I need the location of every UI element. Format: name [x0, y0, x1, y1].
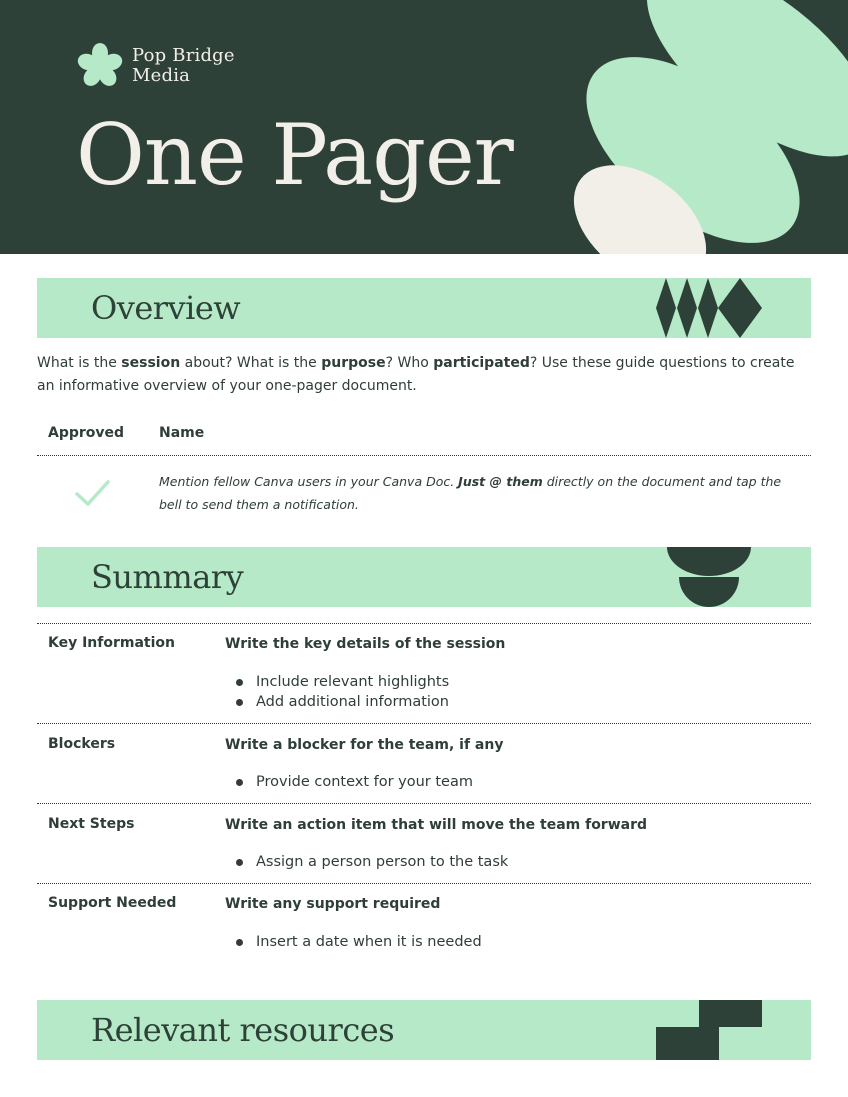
text-segment: ? Use these guide questions to create an informative overview of your one-pager document.	[37, 355, 795, 394]
text-segment: What is the	[37, 355, 122, 371]
approved-column-header: Approved	[48, 425, 125, 441]
list-item	[236, 772, 473, 792]
list-item-text: Assign a person person to the task	[256, 854, 509, 870]
summary-heading: Summary	[91, 558, 244, 596]
brand-logo	[76, 42, 235, 90]
divider	[37, 623, 811, 624]
list-item-text: Add additional information	[256, 694, 449, 710]
text-segment: Mention fellow Canva users in your Canva Doc.	[159, 474, 459, 489]
text-segment: directly on the document and tap the bell to send them a notification.	[159, 474, 782, 512]
divider	[37, 803, 811, 804]
bullet-icon	[236, 859, 243, 866]
bold-segment: participated	[433, 355, 530, 371]
row-label-blockers: Blockers	[48, 736, 116, 752]
row-title: Write the key details of the session	[225, 636, 506, 652]
bullet-icon	[236, 779, 243, 786]
brand-name-line2: Media	[132, 65, 191, 86]
row-label-key-information: Key Information	[48, 635, 175, 651]
list-item	[236, 672, 449, 692]
checkmark-icon	[74, 478, 110, 508]
bullet-icon	[236, 939, 243, 946]
list-item-text: Include relevant highlights	[256, 674, 450, 690]
name-column-header: Name	[159, 425, 205, 441]
bold-segment: session	[121, 355, 181, 371]
list-item-text: Provide context for your team	[256, 774, 473, 790]
header-banner	[0, 0, 848, 254]
bullet-icon	[236, 679, 243, 686]
brand-name	[132, 46, 235, 86]
row-title: Write any support required	[225, 896, 441, 912]
row-title: Write a blocker for the team, if any	[225, 737, 504, 753]
row-title: Write an action item that will move the team forward	[225, 817, 648, 833]
bold-segment: purpose	[321, 355, 386, 371]
steps-decoration-icon	[656, 1000, 766, 1060]
page-title: One Pager	[76, 106, 513, 204]
brand-name-line1: Pop Bridge	[132, 45, 235, 66]
divider	[37, 723, 811, 724]
resources-heading: Relevant resources	[91, 1011, 395, 1049]
row-label-next-steps: Next Steps	[48, 816, 135, 832]
bold-segment: Just @ them	[458, 474, 543, 489]
divider	[37, 883, 811, 884]
list-item-text: Insert a date when it is needed	[256, 934, 482, 950]
divider	[37, 455, 811, 456]
list-item	[236, 932, 482, 952]
text-segment: about? What is the	[180, 355, 322, 371]
overview-section-bar	[37, 278, 811, 338]
resources-section-bar	[37, 1000, 811, 1060]
approval-note	[159, 470, 799, 516]
list-item	[236, 852, 508, 872]
half-circles-decoration-icon	[667, 547, 751, 607]
bullet-icon	[236, 699, 243, 706]
text-segment: ? Who	[385, 355, 434, 371]
overview-paragraph	[37, 352, 811, 398]
summary-section-bar	[37, 547, 811, 607]
diamonds-decoration-icon	[656, 278, 766, 338]
flower-logo-icon	[76, 42, 124, 90]
list-item	[236, 692, 449, 712]
row-label-support-needed: Support Needed	[48, 895, 177, 911]
overview-heading: Overview	[91, 289, 241, 327]
